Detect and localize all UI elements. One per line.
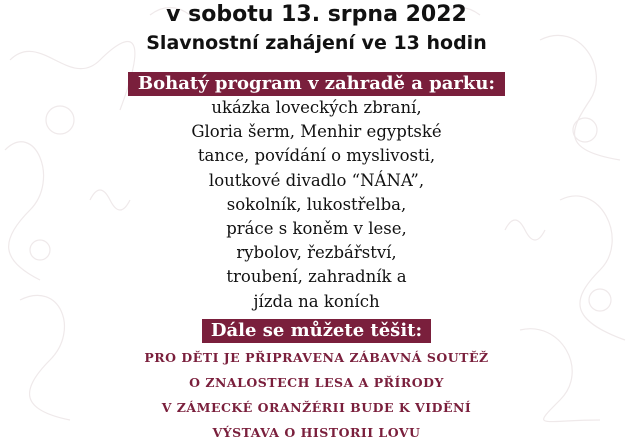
- program-line: jízda na koních: [253, 291, 380, 311]
- program-line: sokolník, lukostřelba,: [226, 194, 407, 214]
- program-line: troubení, zahradník a: [226, 267, 407, 287]
- more-heading-band: Dále se můžete těšit:: [202, 319, 431, 343]
- program-heading-band: Bohatý program v zahradě a parku:: [128, 72, 505, 96]
- more-line: O ZNALOSTECH LESA A PŘÍRODY: [189, 375, 444, 390]
- more-line: V ZÁMECKÉ ORANŽÉRII BUDE K VIDĚNÍ: [161, 400, 472, 415]
- more-line: VÝSTAVA O HISTORII LOVU: [212, 425, 421, 440]
- program-line: ukázka loveckých zbraní,: [211, 98, 422, 117]
- program-list: [0, 96, 633, 314]
- program-line: práce s koněm v lese,: [226, 219, 407, 239]
- event-date: v sobotu 13. srpna 2022: [166, 2, 467, 27]
- opening-time: Slavnostní zahájení ve 13 hodin: [146, 32, 487, 54]
- more-line: PRO DĚTI JE PŘIPRAVENA ZÁBAVNÁ SOUTĚŽ: [144, 350, 489, 365]
- program-line: Gloria šerm, Menhir egyptské: [191, 122, 442, 142]
- more-list: [0, 345, 633, 445]
- program-line: tance, povídání o myslivosti,: [197, 146, 436, 166]
- program-line: loutkové divadlo “NÁNA”,: [208, 170, 425, 190]
- program-line: rybolov, řezbářství,: [236, 243, 397, 263]
